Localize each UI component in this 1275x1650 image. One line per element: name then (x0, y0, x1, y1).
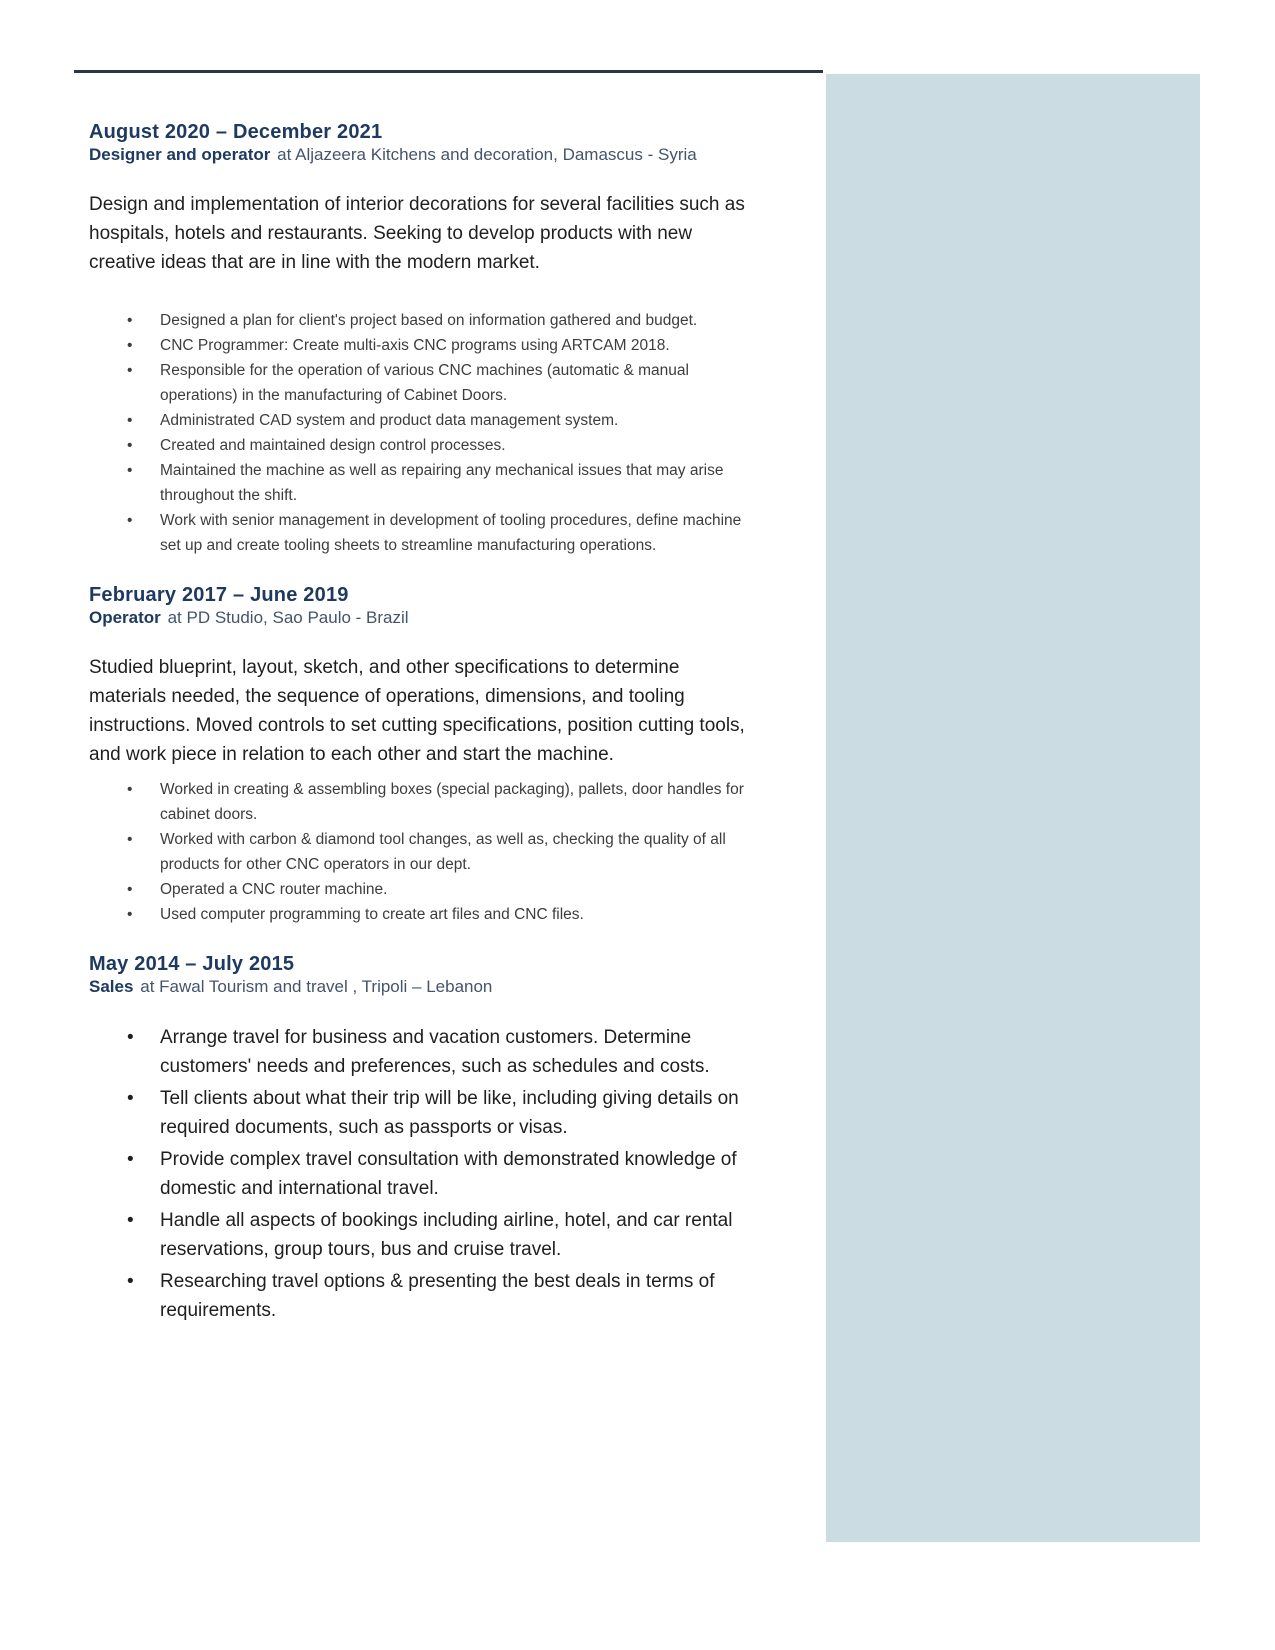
job-company-location: at Aljazeera Kitchens and decoration, Damascus - Syria (277, 145, 697, 164)
job-role: Designer and operator (89, 145, 271, 164)
duty-item: • Worked with carbon & diamond tool changes, as well as, checking the quality of all products for other CNC operators in our dept. (89, 827, 759, 877)
job-summary: Design and implementation of interior decorations for several facilities such as hospitals, hotels and restaurants. Seeking to develop products with new creative ideas that are in line with the modern market. (89, 194, 745, 273)
job-title-line (89, 976, 759, 998)
duty-item: • Provide complex travel consultation with demonstrated knowledge of domestic and international travel. (89, 1146, 759, 1203)
job-dates: May 2014 – July 2015 (89, 953, 295, 975)
experience-content (89, 121, 759, 1329)
job-role: Operator (89, 608, 161, 627)
duty-item: • Handle all aspects of bookings including airline, hotel, and car rental reservations, group tours, bus and cruise travel. (89, 1207, 759, 1264)
job-entry (89, 953, 759, 1325)
job-dates: February 2017 – June 2019 (89, 584, 349, 606)
job-company-location: at PD Studio, Sao Paulo - Brazil (167, 608, 409, 627)
duty-item: • Administrated CAD system and product data management system. (89, 408, 759, 433)
job-entry (89, 584, 759, 927)
header-rule (74, 70, 823, 73)
duty-item: • Arrange travel for business and vacation customers. Determine customers' needs and preferences, such as schedules and costs. (89, 1024, 759, 1081)
duty-item: • Used computer programming to create art files and CNC files. (89, 902, 759, 927)
duty-item: • Created and maintained design control processes. (89, 433, 759, 458)
job-duties-list (89, 777, 759, 927)
job-company-location: at Fawal Tourism and travel , Tripoli – Lebanon (140, 977, 493, 996)
job-duties-list (89, 1024, 759, 1325)
sidebar-accent-panel (826, 74, 1200, 1542)
job-title-line (89, 607, 759, 629)
duty-item: • Designed a plan for client's project based on information gathered and budget. (89, 308, 759, 333)
duty-item: • Worked in creating & assembling boxes (special packaging), pallets, door handles for cabinet doors. (89, 777, 759, 827)
duty-item: • Tell clients about what their trip will be like, including giving details on required documents, such as passports or visas. (89, 1085, 759, 1142)
job-entry (89, 121, 759, 558)
job-summary: Studied blueprint, layout, sketch, and other specifications to determine materials needed, the sequence of operations, dimensions, and tooling instructions. Moved controls to set cutting specifications, position cutting tools, and work piece in relation to each other and start the machine. (89, 657, 745, 765)
duty-item: • Researching travel options & presenting the best deals in terms of requirements. (89, 1268, 759, 1325)
duty-item: • Responsible for the operation of various CNC machines (automatic & manual operations) in the manufacturing of Cabinet Doors. (89, 358, 759, 408)
duty-item: • Operated a CNC router machine. (89, 877, 759, 902)
duty-item: • Work with senior management in development of tooling procedures, define machine set up and create tooling sheets to streamline manufacturing operations. (89, 508, 759, 558)
duty-item: • CNC Programmer: Create multi-axis CNC programs using ARTCAM 2018. (89, 333, 759, 358)
job-role: Sales (89, 977, 134, 996)
job-duties-list (89, 308, 759, 558)
job-title-line (89, 144, 759, 166)
job-dates: August 2020 – December 2021 (89, 121, 383, 143)
duty-item: • Maintained the machine as well as repairing any mechanical issues that may arise throughout the shift. (89, 458, 759, 508)
